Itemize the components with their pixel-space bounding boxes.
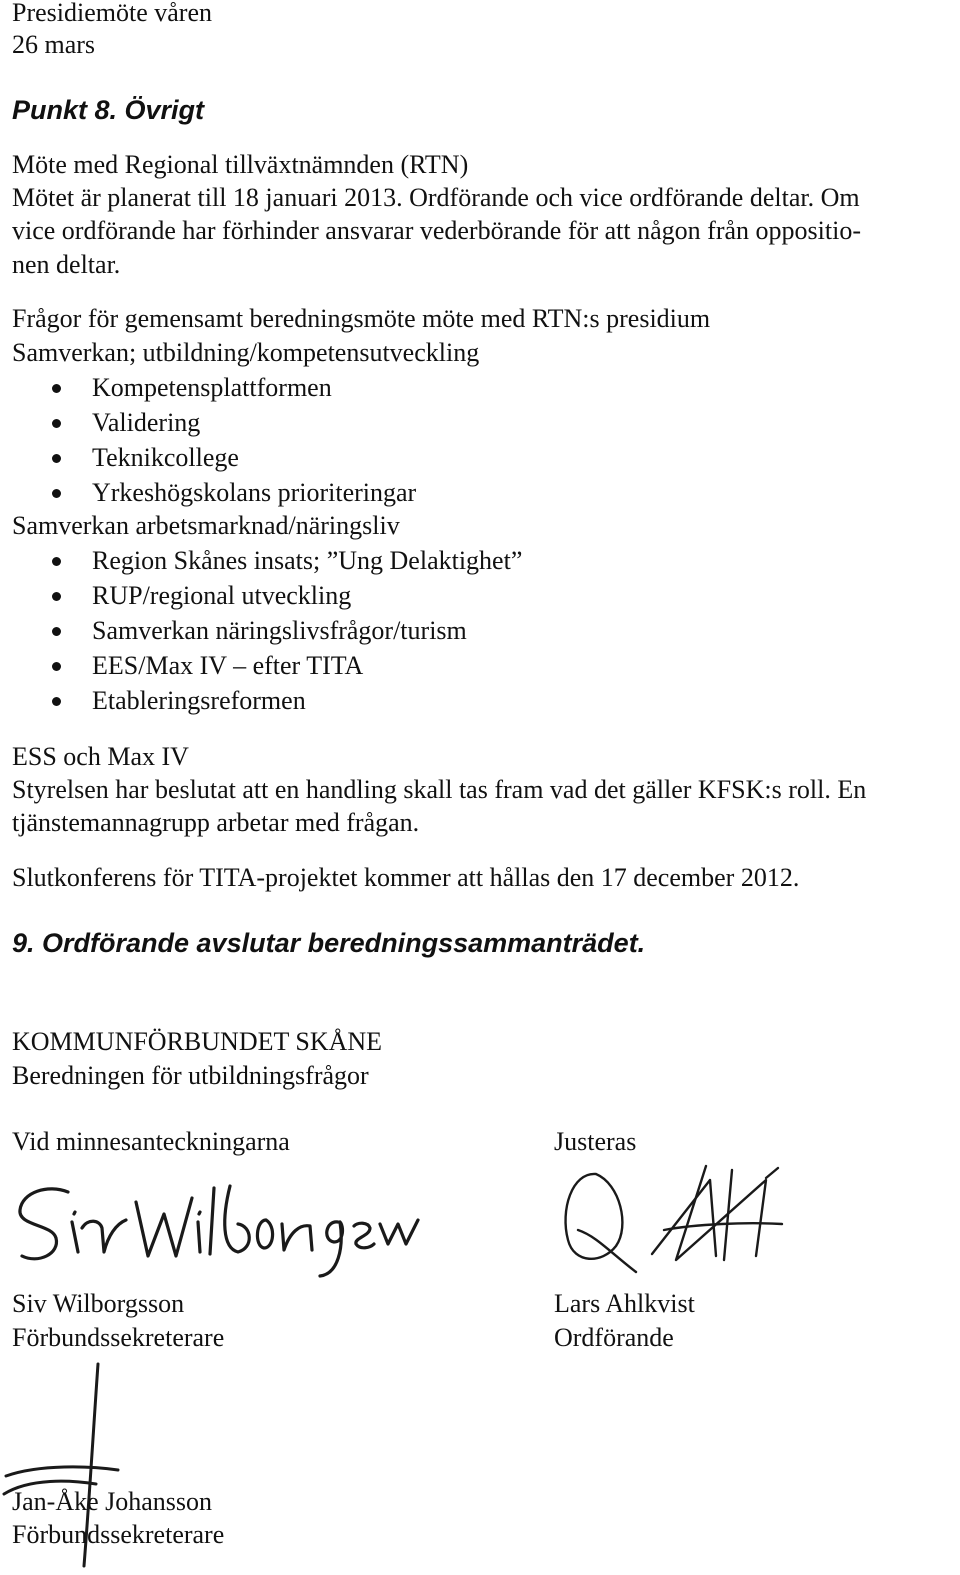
signer-2-role: Ordförande xyxy=(554,1323,674,1352)
list-item: Etableringsreformen xyxy=(52,684,306,718)
ess-line-2: tjänstemannagrupp arbetar med frågan. xyxy=(12,808,420,837)
list-item: RUP/regional utveckling xyxy=(52,579,351,613)
rtn-title: Möte med Regional tillväxtnämnden (RTN) xyxy=(12,150,469,179)
section-8-heading: Punkt 8. Övrigt xyxy=(12,95,205,125)
bullet-icon xyxy=(52,627,61,636)
org-name: KOMMUNFÖRBUNDET SKÅNE xyxy=(12,1027,383,1056)
bullet-icon xyxy=(52,557,61,566)
signer-3-name: Jan-Åke Johansson xyxy=(12,1487,213,1516)
right-caption: Justeras xyxy=(554,1127,637,1156)
list-item: Validering xyxy=(52,406,200,440)
bullet-icon xyxy=(52,489,61,498)
list-item: Yrkeshögskolans prioriteringar xyxy=(52,476,416,510)
signature-2 xyxy=(556,1160,816,1280)
rtn-line-3: nen deltar. xyxy=(12,250,121,279)
section-9-heading: 9. Ordförande avslutar beredningssammanträdet. xyxy=(12,928,646,958)
left-caption: Vid minnesanteckningarna xyxy=(12,1127,290,1156)
list-item: Kompetensplattformen xyxy=(52,371,332,405)
list-item: Teknikcollege xyxy=(52,441,239,475)
org-unit: Beredningen för utbildningsfrågor xyxy=(12,1061,369,1090)
list-item: Region Skånes insats; ”Ung Delaktighet” xyxy=(52,544,522,578)
group1-title: Samverkan; utbildning/kompetensutveckling xyxy=(12,338,480,367)
signer-3-role: Förbundssekreterare xyxy=(12,1520,225,1549)
signer-2-name: Lars Ahlkvist xyxy=(554,1289,695,1318)
signer-1-role: Förbundssekreterare xyxy=(12,1323,225,1352)
bullet-icon xyxy=(52,662,61,671)
ess-line-1: Styrelsen har beslutat att en handling skall tas fram vad det gäller KFSK:s roll. En xyxy=(12,775,867,804)
bullet-icon xyxy=(52,419,61,428)
bullet-icon xyxy=(52,592,61,601)
bullet-icon xyxy=(52,697,61,706)
bullet-icon xyxy=(52,384,61,393)
signature-1 xyxy=(8,1178,428,1288)
rtn-line-2: vice ordförande har förhinder ansvarar vederbörande för att någon från oppositio- xyxy=(12,216,861,245)
bullet-icon xyxy=(52,454,61,463)
rtn-line-1: Mötet är planerat till 18 januari 2013. Ordförande och vice ordförande deltar. Om xyxy=(12,183,860,212)
meeting-title: Presidiemöte våren xyxy=(12,0,212,27)
conference-text: Slutkonferens för TITA-projektet kommer att hållas den 17 december 2012. xyxy=(12,863,800,892)
list-item: EES/Max IV – efter TITA xyxy=(52,649,363,683)
list-item: Samverkan näringslivsfrågor/turism xyxy=(52,614,467,648)
signer-1-name: Siv Wilborgsson xyxy=(12,1289,185,1318)
ess-title: ESS och Max IV xyxy=(12,742,189,771)
meeting-date: 26 mars xyxy=(12,30,96,59)
questions-title: Frågor för gemensamt beredningsmöte möte med RTN:s presidium xyxy=(12,304,711,333)
group2-title: Samverkan arbetsmarknad/näringsliv xyxy=(12,511,400,540)
